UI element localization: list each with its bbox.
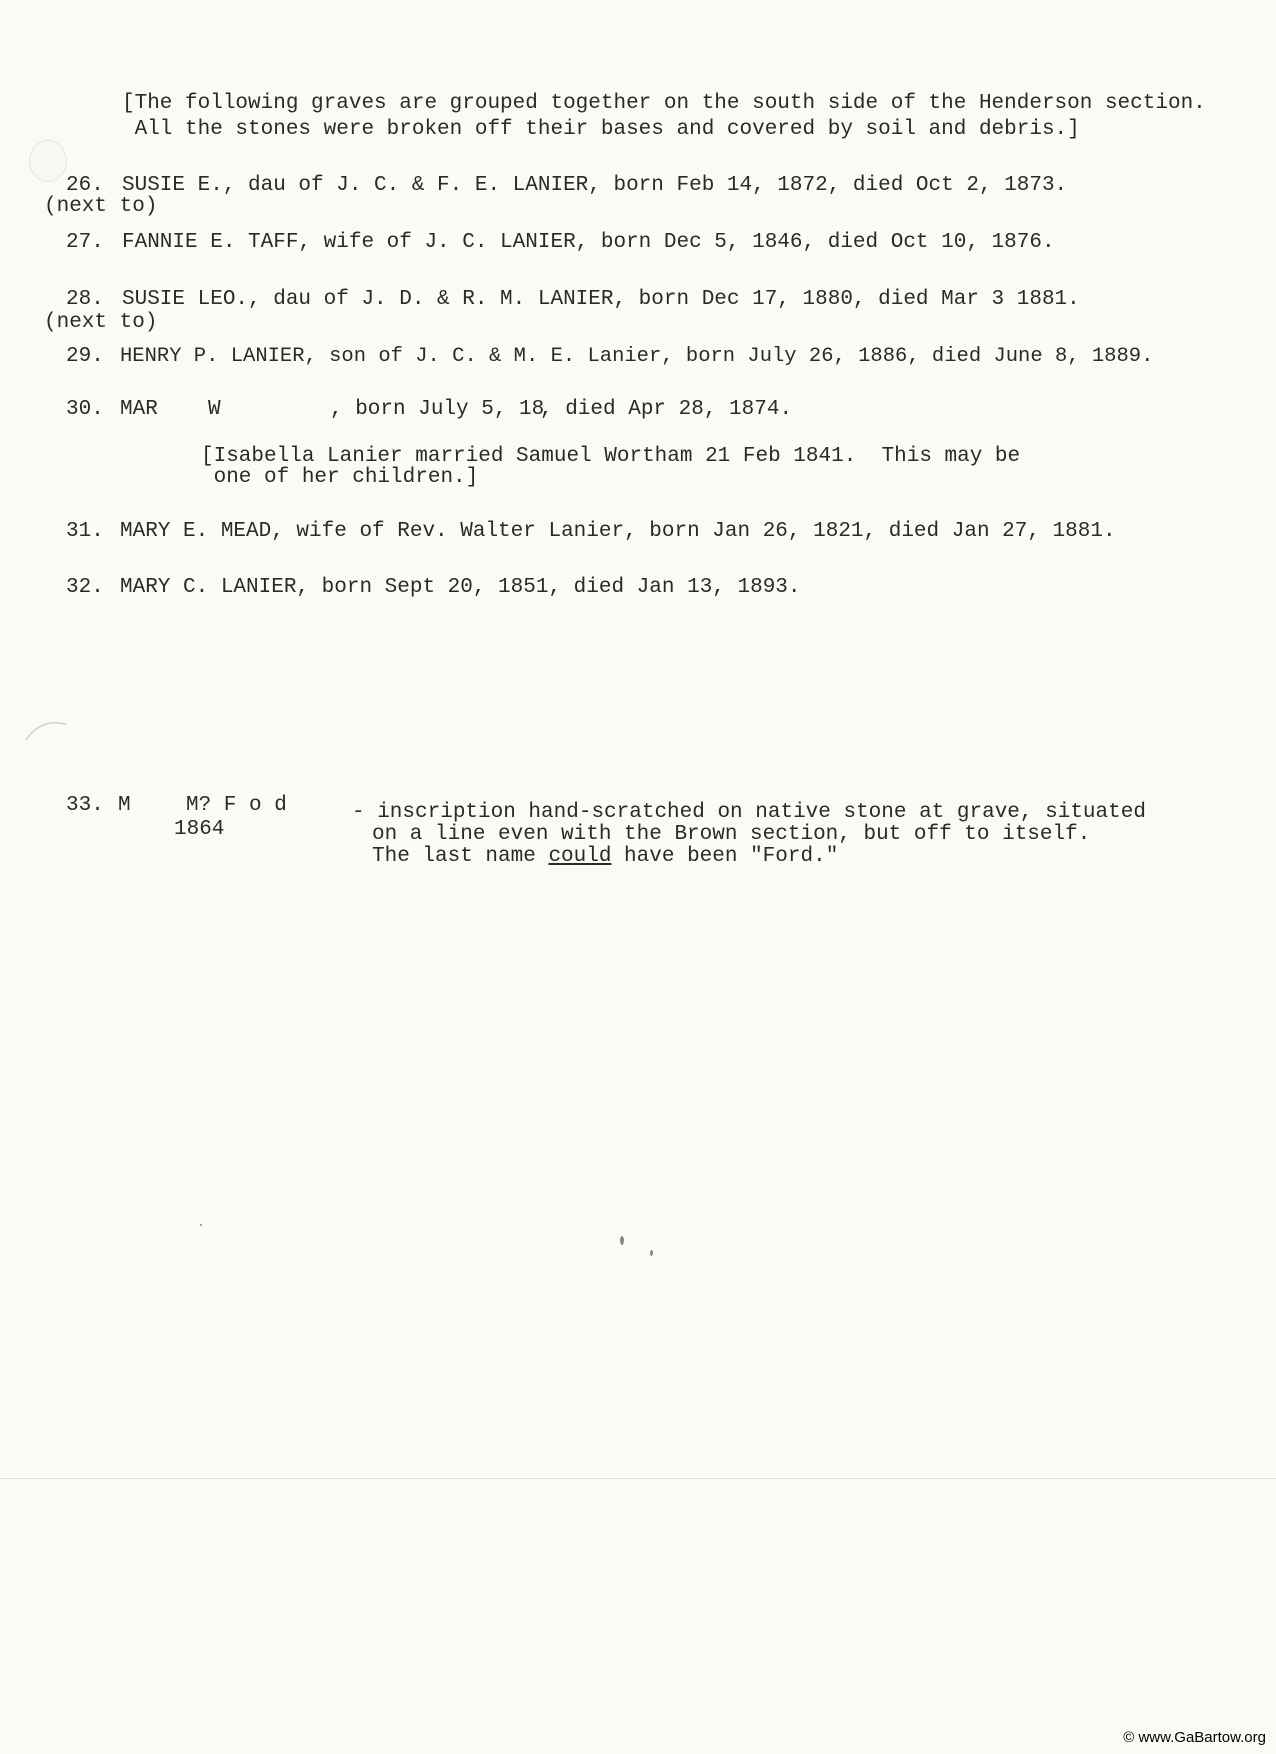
punch-hole [29,140,67,182]
entry-name-fragment: W [208,398,221,421]
entry-text: SUSIE E., dau of J. C. & F. E. LANIER, born Feb 14, 1872, died Oct 2, 1873. [122,174,1068,197]
entry-next-to: (next to) [44,195,158,218]
entry-description-line-1: - inscription hand-scratched on native stone at grave, situated [352,801,1146,824]
entry-number: 31. [66,520,104,543]
entry-text: FANNIE E. TAFF, wife of J. C. LANIER, born Dec 5, 1846, died Oct 10, 1876. [122,231,1055,254]
entry-number: 26. [66,174,104,197]
entry-born: , born July 5, 18 [330,398,545,421]
entry-text: SUSIE LEO., dau of J. D. & R. M. LANIER, born Dec 17, 1880, died Mar 3 1881. [122,288,1080,311]
intro-line-2: All the stones were broken off their bases and covered by soil and debris.] [122,118,1080,141]
entry-number: 28. [66,288,104,311]
entry-description-line-2: on a line even with the Brown section, but off to itself. [372,823,1091,846]
entry-name-fragment: MAR [120,398,158,421]
entry-note-line-1: [Isabella Lanier married Samuel Wortham 21 Feb 1841. This may be [201,445,1021,468]
entry-name-fragment: M? F o d [186,794,287,817]
paper-speck [200,1224,202,1226]
copyright-notice: © www.GaBartow.org [1123,1729,1266,1746]
entry-next-to: (next to) [44,311,158,334]
entry-text: MARY E. MEAD, wife of Rev. Walter Lanier, born Jan 26, 1821, died Jan 27, 1881. [120,520,1116,543]
entry-description-line-3: The last name could have been "Ford." [372,845,839,868]
intro-line-1: [The following graves are grouped together on the south side of the Henderson section. [122,92,1206,115]
entry-name-fragment: M [118,794,131,817]
entry-note-line-2: one of her children.] [201,466,479,489]
margin-arc-mark [22,714,72,744]
entry-number: 32. [66,576,104,599]
paper-speck [620,1236,624,1245]
entry-text: MARY C. LANIER, born Sept 20, 1851, died Jan 13, 1893. [120,576,801,599]
entry-number: 30. [66,398,104,421]
entry-text: HENRY P. LANIER, son of J. C. & M. E. Lanier, born July 26, 1886, died June 8, 1889. [120,345,1154,368]
entry-number: 33. [66,794,104,817]
entry-died: , died Apr 28, 1874. [540,398,793,421]
paper-speck [650,1250,653,1256]
entry-number: 29. [66,345,104,368]
entry-number: 27. [66,231,104,254]
entry-year: 1864 [174,818,225,841]
underlined-word: could [548,845,612,868]
page-edge-line [0,1478,1276,1479]
